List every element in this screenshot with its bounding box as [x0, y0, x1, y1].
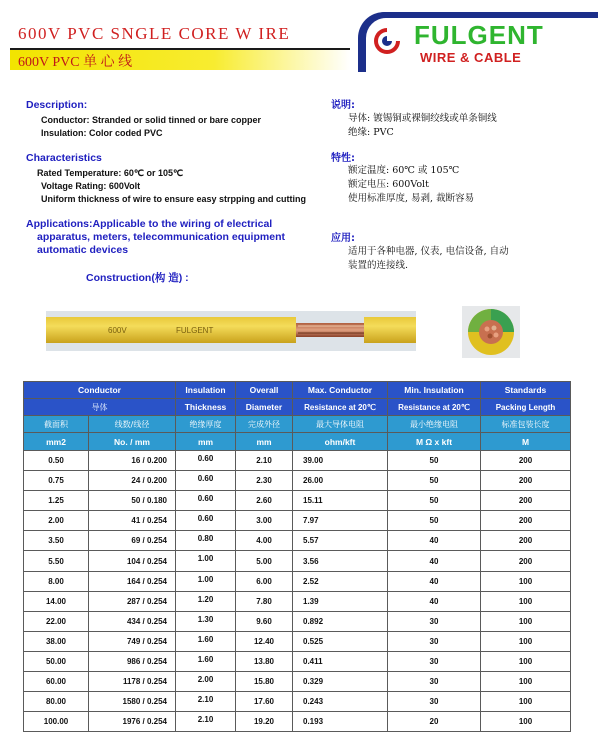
cell-insulation: 40 [388, 551, 481, 571]
cell-thickness: 1.30 [176, 611, 236, 631]
header-overall: Overall [236, 382, 293, 399]
wire-cross-section-image [462, 306, 520, 358]
cell-insulation: 30 [388, 672, 481, 692]
unit-resistance: ohm/kft [293, 433, 388, 451]
table-body [24, 451, 571, 732]
header-diameter: Diameter [236, 399, 293, 416]
cell-area: 3.50 [24, 531, 89, 551]
header-conductor: Conductor [24, 382, 176, 399]
applications-line-1: Applications:Applicable to the wiring of electrical [26, 218, 273, 230]
cell-insulation: 50 [388, 471, 481, 491]
header-thickness: Thickness [176, 399, 236, 416]
cell-diameter: 7.80 [236, 591, 293, 611]
cell-length: 100 [481, 631, 571, 651]
cell-area: 2.00 [24, 511, 89, 531]
cell-diameter: 13.80 [236, 651, 293, 671]
cell-resistance: 15.11 [293, 491, 388, 511]
table-row [24, 651, 571, 671]
cn-applications-heading: 应用: [331, 233, 355, 244]
logo-mark-icon [372, 26, 402, 56]
cell-strands: 24 / 0.200 [89, 471, 176, 491]
cell-strands: 1580 / 0.254 [89, 692, 176, 712]
cell-insulation: 40 [388, 531, 481, 551]
cn-characteristics-3: 使用标准厚度, 易剥, 裁断容易 [348, 193, 475, 204]
cell-length: 100 [481, 571, 571, 591]
wire-side-image [46, 311, 416, 351]
cn-characteristics-2: 额定电压: 600Volt [348, 179, 429, 190]
cell-strands: 287 / 0.254 [89, 591, 176, 611]
cell-diameter: 4.00 [236, 531, 293, 551]
applications-line-3: automatic devices [37, 244, 129, 256]
cn-description-heading: 说明: [331, 100, 355, 111]
logo-subtitle: WIRE & CABLE [420, 50, 522, 65]
cell-resistance: 39.00 [293, 451, 388, 471]
table-units-row [24, 433, 571, 451]
wire-print-brand: FULGENT [176, 326, 214, 335]
cell-area: 0.75 [24, 471, 89, 491]
cell-resistance: 5.57 [293, 531, 388, 551]
cell-length: 100 [481, 712, 571, 732]
cell-length: 100 [481, 692, 571, 712]
cell-resistance: 7.97 [293, 511, 388, 531]
header-min-insulation: Min. Insulation [388, 382, 481, 399]
cell-resistance: 2.52 [293, 571, 388, 591]
cell-diameter: 12.40 [236, 631, 293, 651]
unit-thickness: mm [176, 433, 236, 451]
cell-area: 50.00 [24, 651, 89, 671]
unit-insulation: M Ω x kft [388, 433, 481, 451]
cell-strands: 104 / 0.254 [89, 551, 176, 571]
cell-thickness: 2.10 [176, 692, 236, 712]
cell-area: 80.00 [24, 692, 89, 712]
cell-insulation: 40 [388, 591, 481, 611]
cell-resistance: 3.56 [293, 551, 388, 571]
header-cn-diameter: 完成外径 [236, 416, 293, 433]
cell-strands: 69 / 0.254 [89, 531, 176, 551]
cell-resistance: 0.892 [293, 611, 388, 631]
cell-thickness: 0.60 [176, 471, 236, 491]
logo-name: FULGENT [414, 20, 544, 50]
cell-insulation: 50 [388, 451, 481, 471]
cell-resistance: 26.00 [293, 471, 388, 491]
characteristics-heading: Characteristics [26, 152, 102, 164]
cell-strands: 16 / 0.200 [89, 451, 176, 471]
description-insulation: Insulation: Color coded PVC [41, 128, 163, 138]
cn-description-1: 导体: 镀锡铜或裸铜绞线或单条铜线 [348, 113, 497, 124]
cell-thickness: 1.60 [176, 651, 236, 671]
page-title: 600V PVC SNGLE CORE W IRE [18, 24, 291, 43]
cell-diameter: 5.00 [236, 551, 293, 571]
description-conductor: Conductor: Stranded or solid tinned or bare copper [41, 115, 262, 125]
cell-insulation: 30 [388, 692, 481, 712]
table-row [24, 451, 571, 471]
cell-area: 38.00 [24, 631, 89, 651]
characteristics-voltage: Voltage Rating: 600Volt [41, 181, 141, 191]
header-cn-thickness: 绝缘厚度 [176, 416, 236, 433]
cell-area: 1.25 [24, 491, 89, 511]
header-packing-length: Packing Length [481, 399, 571, 416]
cell-thickness: 0.60 [176, 451, 236, 471]
cell-strands: 50 / 0.180 [89, 491, 176, 511]
cell-thickness: 2.00 [176, 672, 236, 692]
cell-length: 100 [481, 651, 571, 671]
wire-print-voltage: 600V [108, 326, 127, 335]
cell-area: 0.50 [24, 451, 89, 471]
characteristics-uniform: Uniform thickness of wire to ensure easy strpping and cutting [41, 194, 307, 204]
cell-resistance: 1.39 [293, 591, 388, 611]
characteristics-temp: Rated Temperature: 60℃ or 105℃ [37, 168, 184, 178]
cn-applications-1: 适用于各种电器, 仪表, 电信设备, 自动 [348, 246, 509, 257]
spec-table [23, 381, 571, 732]
cell-thickness: 0.60 [176, 511, 236, 531]
cell-length: 200 [481, 451, 571, 471]
cell-insulation: 30 [388, 631, 481, 651]
cell-area: 8.00 [24, 571, 89, 591]
unit-length: M [481, 433, 571, 451]
cell-resistance: 0.329 [293, 672, 388, 692]
description-heading: Description: [26, 99, 88, 111]
cell-length: 100 [481, 591, 571, 611]
cell-strands: 434 / 0.254 [89, 611, 176, 631]
cell-strands: 1178 / 0.254 [89, 672, 176, 692]
cell-resistance: 0.193 [293, 712, 388, 732]
cell-diameter: 2.10 [236, 451, 293, 471]
table-row [24, 531, 571, 551]
cell-resistance: 0.243 [293, 692, 388, 712]
table-header-row-3 [24, 416, 571, 433]
header-max-conductor: Max. Conductor [293, 382, 388, 399]
cn-characteristics-heading: 特性: [331, 153, 355, 164]
cell-insulation: 50 [388, 491, 481, 511]
cell-diameter: 15.80 [236, 672, 293, 692]
applications-line-2: apparatus, meters, telecommunication equipment [37, 231, 285, 243]
cell-diameter: 9.60 [236, 611, 293, 631]
cn-applications-2: 装置的连接线. [348, 260, 409, 271]
cell-length: 200 [481, 511, 571, 531]
cell-insulation: 40 [388, 571, 481, 591]
header-cn-area: 截面积 [24, 416, 89, 433]
header-cn-length: 标准包装长度 [481, 416, 571, 433]
cell-length: 100 [481, 672, 571, 692]
cell-diameter: 17.60 [236, 692, 293, 712]
cell-thickness: 0.60 [176, 491, 236, 511]
cn-description-2: 绝缘: PVC [348, 127, 394, 138]
cell-thickness: 2.10 [176, 712, 236, 732]
unit-area: mm2 [24, 433, 89, 451]
header-cn-insulation: 最小绝缘电阻 [388, 416, 481, 433]
cell-area: 5.50 [24, 551, 89, 571]
cell-strands: 1976 / 0.254 [89, 712, 176, 732]
header-resistance: Resistance at 20℃ [293, 399, 388, 416]
unit-strands: No. / mm [89, 433, 176, 451]
table-row [24, 491, 571, 511]
cell-thickness: 1.60 [176, 631, 236, 651]
table-row [24, 591, 571, 611]
cell-insulation: 20 [388, 712, 481, 732]
cell-length: 200 [481, 471, 571, 491]
construction-label: Construction(构 造) : [86, 272, 189, 284]
cell-area: 14.00 [24, 591, 89, 611]
header-standards: Standards [481, 382, 571, 399]
cell-length: 200 [481, 531, 571, 551]
cell-strands: 41 / 0.254 [89, 511, 176, 531]
cell-thickness: 1.00 [176, 551, 236, 571]
cell-diameter: 6.00 [236, 571, 293, 591]
cell-insulation: 50 [388, 511, 481, 531]
cell-area: 100.00 [24, 712, 89, 732]
unit-diameter: mm [236, 433, 293, 451]
header-insulation: Insulation [176, 382, 236, 399]
cell-strands: 164 / 0.254 [89, 571, 176, 591]
header-cn-strands: 线数/线径 [89, 416, 176, 433]
cn-characteristics-1: 额定温度: 60℃ 或 105℃ [348, 165, 460, 176]
cell-diameter: 19.20 [236, 712, 293, 732]
table-row [24, 551, 571, 571]
cell-insulation: 30 [388, 611, 481, 631]
table-header-row-1 [24, 382, 571, 399]
header-cn-resistance: 最大导体电阻 [293, 416, 388, 433]
table-row [24, 471, 571, 491]
title-bar-text: 600V PVC 单 心 线 [18, 55, 133, 70]
title-bar [10, 50, 350, 70]
table-row [24, 571, 571, 591]
table-row [24, 712, 571, 732]
brand-logo [358, 12, 598, 72]
table-row [24, 692, 571, 712]
cell-resistance: 0.411 [293, 651, 388, 671]
cell-strands: 986 / 0.254 [89, 651, 176, 671]
cell-thickness: 1.00 [176, 571, 236, 591]
cell-diameter: 2.60 [236, 491, 293, 511]
table-row [24, 611, 571, 631]
table-row [24, 511, 571, 531]
cell-diameter: 2.30 [236, 471, 293, 491]
cell-strands: 749 / 0.254 [89, 631, 176, 651]
header-insulation-resistance: Resistance at 20℃ [388, 399, 481, 416]
cell-resistance: 0.525 [293, 631, 388, 651]
cell-insulation: 30 [388, 651, 481, 671]
table-row [24, 631, 571, 651]
cell-length: 200 [481, 551, 571, 571]
header-conductor-cn: 导体 [24, 399, 176, 416]
cell-length: 100 [481, 611, 571, 631]
cell-area: 60.00 [24, 672, 89, 692]
table-header-row-2 [24, 399, 571, 416]
table-row [24, 672, 571, 692]
cell-thickness: 1.20 [176, 591, 236, 611]
cell-area: 22.00 [24, 611, 89, 631]
cell-length: 200 [481, 491, 571, 511]
cell-diameter: 3.00 [236, 511, 293, 531]
cell-thickness: 0.80 [176, 531, 236, 551]
